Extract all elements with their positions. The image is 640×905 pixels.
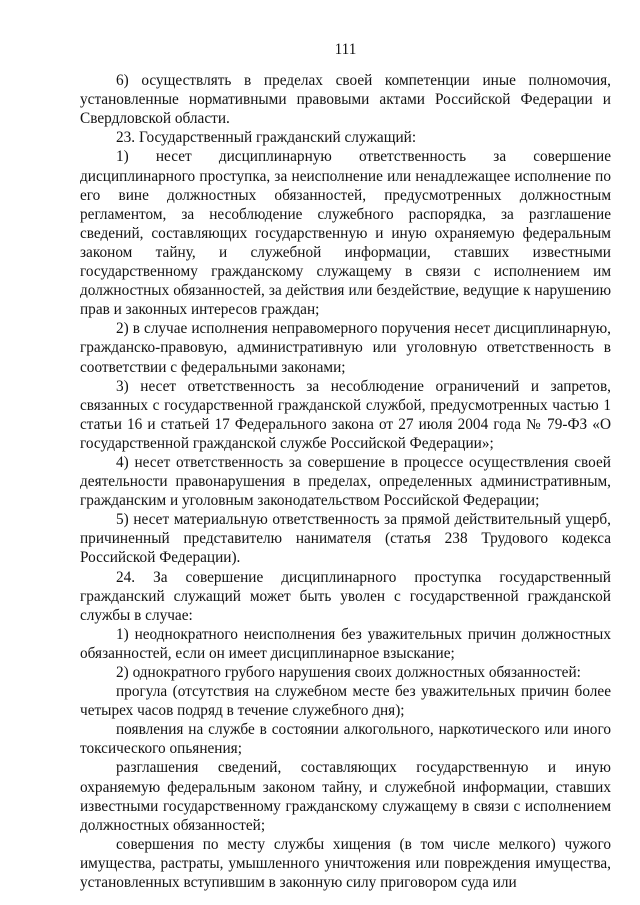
paragraph-23-item-3: 3) несет ответственность за несоблюдение ограничений и запретов, связанных с государственной гражданской службой, предусмотренных частью 1 статьи 16 и статьей 17 Федерального закона от 27 июля 2004 года № 79-ФЗ «О государственной гражданской службе Российской Федерации»; — [80, 377, 611, 452]
page-number: 111 — [334, 41, 357, 58]
paragraph-23-item-4: 4) несет ответственность за совершение в процессе осуществления своей деятельности правонарушения в пределах, определенных административным, гражданским и уголовным законодательством Российской Федерации; — [80, 453, 611, 510]
paragraph-24-heading: 24. За совершение дисциплинарного проступка государственный гражданский служащий может быть уволен с государственной гражданской службы в случае: — [80, 568, 611, 624]
paragraph-theft: совершения по месту службы хищения (в том числе мелкого) чужого имущества, растраты, умышленного уничтожения или повреждения имущества, установленных вступившим в законную силу приговором суда или — [80, 835, 611, 892]
paragraph-24-item-1: 1) неоднократного неисполнения без уважительных причин должностных обязанностей, если он имеет дисциплинарное взыскание; — [80, 625, 611, 662]
paragraph-23-item-2: 2) в случае исполнения неправомерного поручения несет дисциплинарную, гражданско-правовую, административную или уголовную ответственность в соответствии с федеральными законами; — [80, 320, 611, 376]
document-page — [80, 40, 611, 892]
paragraph-6-powers: 6) осуществлять в пределах своей компетенции иные полномочия, установленные нормативными правовыми актами Российской Федерации и Свердловской области. — [80, 72, 611, 128]
paragraph-23-heading: 23. Государственный гражданский служащий: — [116, 129, 417, 147]
paragraph-24-item-2: 2) однократного грубого нарушения своих должностных обязанностей: — [116, 664, 581, 681]
paragraph-disclosure: разглашения сведений, составляющих государственную и иную охраняемую федеральным законом тайну, и служебной информации, ставших известными государственному гражданскому служащему в связи с исполнением должностных обязанностей; — [80, 759, 611, 834]
paragraph-intoxication: появления на службе в состоянии алкогольного, наркотического или иного токсического опьянения; — [80, 721, 611, 758]
paragraph-23-item-1: 1) несет дисциплинарную ответственность за совершение дисциплинарного проступка, за неисполнение или ненадлежащее исполнение по его вине должностных обязанностей, предусмотренных должностным регламентом, за несоблюдение служебного распорядка, за разглашение сведений, составляющих государственную и иную охраняемую федеральным законом тайну, и служебной информации, ставших известными государственному гражданскому служащему в связи с исполнением им должностных обязанностей, за действия или бездействие, ведущие к нарушению прав и законных интересов граждан; — [80, 148, 611, 319]
paragraph-absence: прогула (отсутствия на служебном месте без уважительных причин более четырех часов подряд в течение служебного дня); — [80, 683, 611, 720]
paragraph-23-item-5: 5) несет материальную ответственность за прямой действительный ущерб, причиненный представителю нанимателя (статья 238 Трудового кодекса Российской Федерации). — [80, 511, 611, 567]
